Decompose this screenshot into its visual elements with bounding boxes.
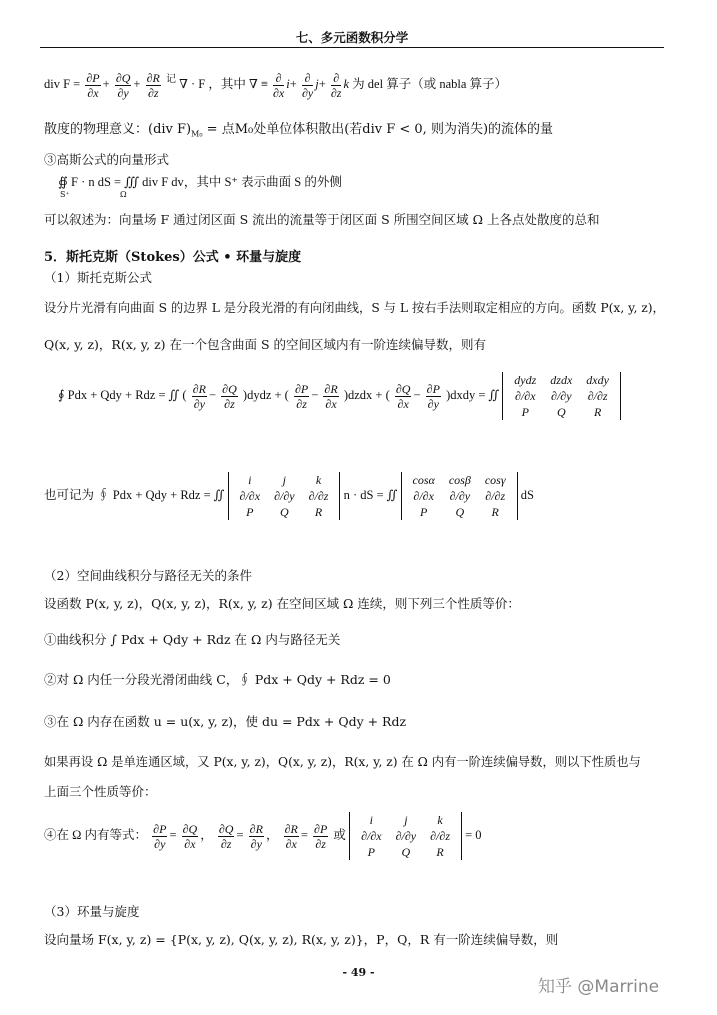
stokes-paragraph-4a: 如果再设 Ω 是单连通区域，又 P(x, y, z)，Q(x, y, z)，R(x, y, z) 在 Ω 内有一阶连续偏导数，则以下性质也与 [44, 755, 641, 769]
condition-2: ②对 Ω 内任一分段光滑闭曲线 C，∮ Pdx + Qdy + Rdz = 0 [44, 672, 391, 687]
stokes-paragraph-4b: 上面三个性质等价： [44, 784, 157, 799]
subsection-1: （1）斯托克斯公式 [44, 270, 152, 285]
watermark: 知乎 @Marrine [538, 977, 660, 997]
condition-4: ④在 Ω 内有等式： $\frac{\partial P}{\partial y}$ = $\frac{\partial Q}{\partial x}$ ， $\frac{\partial Q}{\partial z}$ = $\frac{\partial R}{\partial y}$ ， $\frac{\partial R}{\partial x}$ = $\frac{\partial P}{\partial z}$ 或 i j k ∂/∂x ∂/∂y ∂/∂z P Q R = 0 [44, 813, 482, 859]
stokes-alt-formula: 也可记为 ∮ Pdx + Qdy + Rdz = ∬ i j k ∂/∂x ∂/∂y ∂/∂z P Q R n · dS = ∬ cosα cosβ cosγ ∂/∂x ∂/∂y ∂/∂z P Q R dS [44, 473, 534, 519]
determinant-2: i j k ∂/∂x ∂/∂y ∂/∂z P Q R [228, 472, 341, 520]
div-lhs: div F = [44, 77, 81, 91]
gauss-description: 可以叙述为：向量场 F 通过闭区面 S 流出的流量等于闭区面 S 所围空间区域 Ω 上各点处散度的总和 [44, 212, 600, 227]
page-header: 七、多元函数积分学 [295, 30, 409, 45]
subsection-2: （2）空间曲线积分与路径无关的条件 [44, 568, 252, 583]
stokes-paragraph-5: 设向量场 F(x, y, z) = {P(x, y, z), Q(x, y, z), R(x, y, z)}，P，Q，R 有一阶连续偏导数，则 [44, 932, 559, 947]
divergence-definition: div F = $\frac{\partial P}{\partial x}$ + $\frac{\partial Q}{\partial y}$ + $\frac{\partial R}{\partial z}$ $^记$ ∇ · F ，其中 ∇ ≡ $\frac{\partial}{\partial x}$ i+ $\frac{\partial}{\partial y}$ j+ $\frac{\partial}{\partial z}$ k 为 del 算子（或 nabla 算子） [44, 70, 508, 100]
stokes-paragraph-2: Q(x, y, z)，R(x, y, z) 在一个包含曲面 S 的空间区域内有一阶连续偏导数，则有 [44, 337, 487, 352]
stokes-main-formula: ∮ Pdx + Qdy + Rdz = ∬ ( $\frac{\partial R}{\partial y}$ − $\frac{\partial Q}{\partial z}$ )dydz + ( $\frac{\partial P}{\partial z}$ − $\frac{\partial R}{\partial x}$ )dzdx + ( $\frac{\partial Q}{\partial x}$ − $\frac{\partial P}{\partial y}$ )dxdy = ∬ dydz dzdx dxdy ∂/∂x ∂/∂y ∂/∂z P Q R [58, 372, 621, 420]
condition-1: ①曲线积分 ∫ Pdx + Qdy + Rdz 在 Ω 内与路径无关 [44, 632, 341, 647]
condition-3: ③在 Ω 内存在函数 u = u(x, y, z)，使 du = Pdx + Qdy + Rdz [44, 714, 407, 729]
eq-label: 记 [166, 74, 176, 85]
determinant-1: dydz dzdx dxdy ∂/∂x ∂/∂y ∂/∂z P Q R [502, 372, 621, 420]
gauss-formula: ∯ F · n dS = ∭ div F dv，其中 S⁺ 表示曲面 S 的外侧 [58, 175, 342, 189]
determinant-4: i j k ∂/∂x ∂/∂y ∂/∂z P Q R [349, 812, 462, 860]
gauss-heading: ③高斯公式的向量形式 [44, 152, 170, 167]
gauss-sub-s: S⁺ [60, 190, 70, 199]
gauss-sub-omega: Ω [120, 190, 127, 199]
stokes-paragraph-3: 设函数 P(x, y, z)，Q(x, y, z)，R(x, y, z) 在空间区域 Ω 连续，则下列三个性质等价： [44, 596, 520, 611]
div-tail: 为 del 算子（或 nabla 算子） [352, 77, 508, 91]
div-mid: ，其中 ∇ ≡ [208, 77, 268, 91]
div-rhs: ∇ · F [179, 77, 206, 91]
header-rule [40, 47, 664, 48]
subsection-3: （3）环量与旋度 [44, 904, 140, 919]
page-number: - 49 - [342, 966, 375, 979]
determinant-3: cosα cosβ cosγ ∂/∂x ∂/∂y ∂/∂z P Q R [401, 472, 518, 520]
divergence-meaning: 散度的物理意义：(div $F)_{M_0}$ = 点M₀处单位体积散出(若div F < 0, 则为消失)的流体的量 [44, 122, 554, 139]
section-title-stokes: 5．斯托克斯（Stokes）公式 • 环量与旋度 [44, 250, 302, 265]
stokes-paragraph-1: 设分片光滑有向曲面 S 的边界 L 是分段光滑的有向闭曲线，S 与 L 按右手法则取定相应的方向。函数 P(x, y, z)， [44, 301, 665, 315]
